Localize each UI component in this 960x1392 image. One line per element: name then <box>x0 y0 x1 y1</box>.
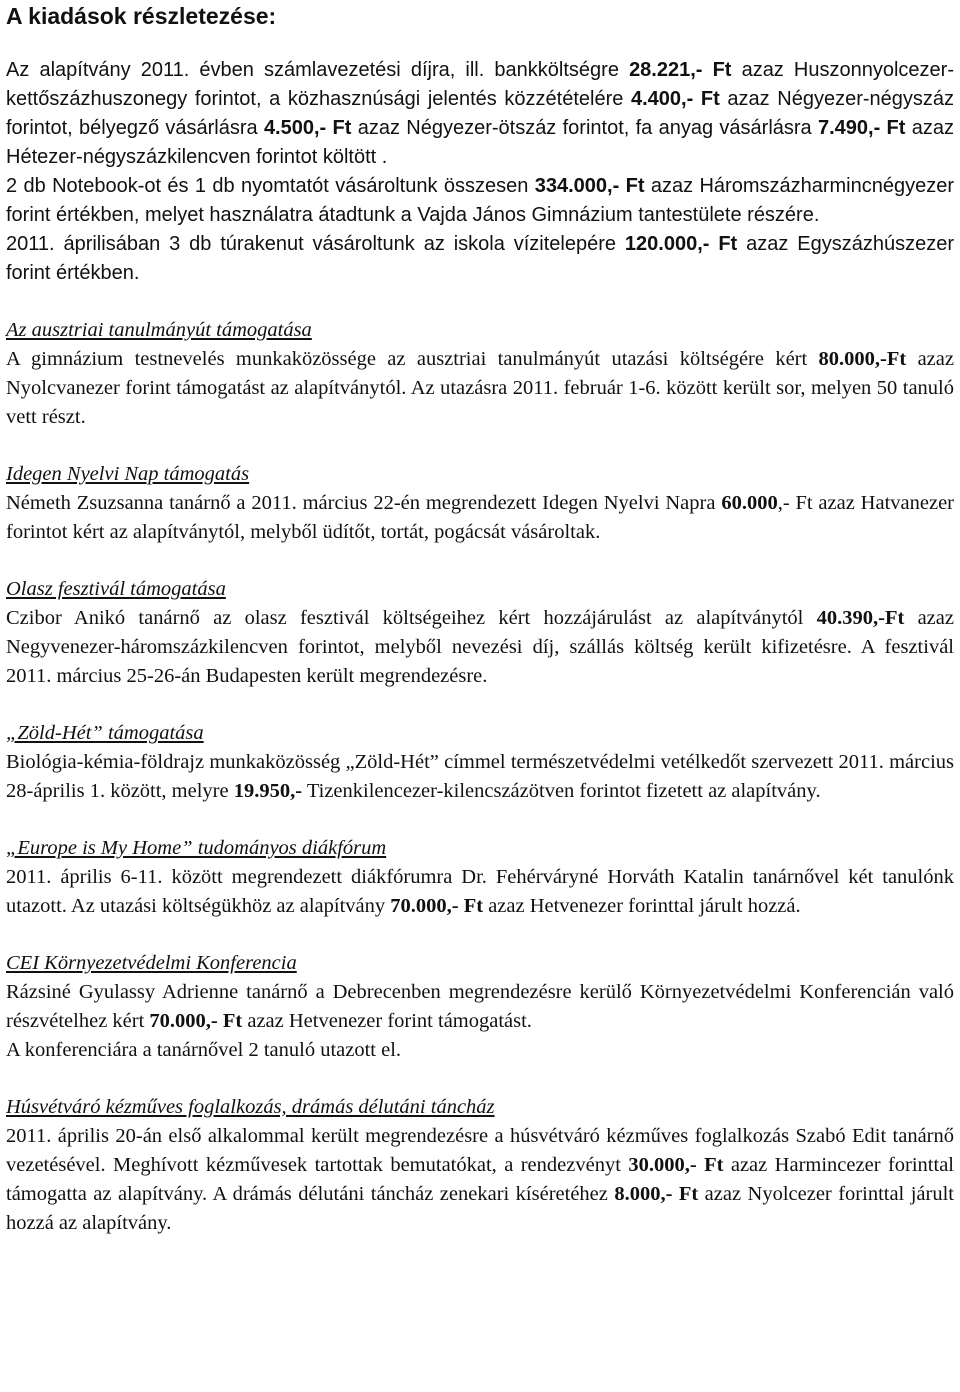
expense-section <box>6 460 954 547</box>
expense-section <box>6 575 954 691</box>
amount-value: 7.490,- Ft <box>817 117 906 139</box>
section-title: Az ausztriai tanulmányút támogatása <box>6 319 312 341</box>
amount-value: 4.400,- Ft <box>630 88 720 110</box>
section-title: Húsvétváró kézműves foglalkozás, drámás délutáni táncház <box>6 1096 495 1118</box>
intro-paragraph: Az alapítvány 2011. évben számlavezetési díjra, ill. bankköltségre 28.221,- Ft azaz Huszonnyolcezer-kettőszázhuszonegy forintot, a közhasznúsági jelentés közzétételére 4.400,- Ft azaz Négyezer-négyszáz forintot, bélyegző vásárlásra 4.500,- Ft azaz Négyezer-ötszáz forintot, fa anyag vásárlásra 7.490,- Ft azaz Hétezer-négyszázkilencven forintot költött . <box>6 59 955 168</box>
section-title: „Europe is My Home” tudományos diákfórum <box>6 837 387 859</box>
section-paragraph: 2011. április 20-án első alkalommal került megrendezésre a húsvétváró kézműves foglalkozás Szabó Edit tanárnő vezetésével. Meghívott kézművesek tartottak bemutatókat, a rendezvényt 30.000,- Ft azaz Harmincezer forinttal támogatta az alapítvány. A drámás délutáni táncház zenekari kíséretéhez 8.000,- Ft azaz Nyolcezer forinttal járult hozzá az alapítvány. <box>6 1125 954 1234</box>
amount-value: 28.221,- Ft <box>629 59 732 81</box>
amount-value: 19.950,- <box>233 780 303 802</box>
section-paragraph: A gimnázium testnevelés munkaközössége az ausztriai tanulmányút utazási költségére kért 80.000,-Ft azaz Nyolcvanezer forint támogatást az alapítványtól. Az utazásra 2011. február 1-6. között került sor, melyen 50 tanuló vett részt. <box>6 348 954 428</box>
amount-value: 120.000,- Ft <box>624 233 738 255</box>
amount-value: 60.000 <box>721 492 778 514</box>
amount-value: 40.390,-Ft <box>816 607 905 629</box>
section-paragraph: A konferenciára a tanárnővel 2 tanuló utazott el. <box>6 1039 402 1061</box>
amount-value: 70.000,- Ft <box>149 1010 243 1032</box>
amount-value: 80.000,-Ft <box>818 348 907 370</box>
amount-value: 334.000,- Ft <box>534 175 645 197</box>
expense-section <box>6 1093 954 1238</box>
section-title: Olasz fesztivál támogatása <box>6 578 226 600</box>
amount-value: 70.000,- Ft <box>390 895 484 917</box>
section-title: Idegen Nyelvi Nap támogatás <box>6 463 250 485</box>
section-title: „Zöld-Hét” támogatása <box>6 722 204 744</box>
intro-paragraph: 2 db Notebook-ot és 1 db nyomtatót vásároltunk összesen 334.000,- Ft azaz Háromszázharmincnégyezer forint értékben, melyet használatra átadtunk a Vajda János Gimnázium tantestülete részére. <box>6 175 955 226</box>
section-paragraph: 2011. április 6-11. között megrendezett diákfórumra Dr. Fehérváryné Horváth Katalin tanárnővel két tanulónk utazott. Az utazási költségükhöz az alapítvány 70.000,- Ft azaz Hetvenezer forinttal járult hozzá. <box>6 866 954 917</box>
expense-section <box>6 316 954 432</box>
section-title: CEI Környezetvédelmi Konferencia <box>6 952 297 974</box>
amount-value: 4.500,- Ft <box>263 117 352 139</box>
page-title: A kiadások részletezése: <box>6 3 277 29</box>
amount-value: 8.000,- Ft <box>614 1183 699 1205</box>
expense-section <box>6 949 954 1065</box>
section-paragraph: Czibor Anikó tanárnő az olasz fesztivál költségeihez kért hozzájárulást az alapítványtól 40.390,-Ft azaz Negyvenezer-háromszázkilencven forintot, melyből nevezési díj, szállás költség került kifizetésre. A fesztivál 2011. március 25-26-án Budapesten került megrendezésre. <box>6 607 954 687</box>
expense-section <box>6 719 954 806</box>
section-paragraph: Németh Zsuzsanna tanárnő a 2011. március 22-én megrendezett Idegen Nyelvi Napra 60.000,- Ft azaz Hatvanezer forintot kért az alapítványtól, melyből üdítőt, tortát, pogácsát vásároltak. <box>6 492 954 543</box>
intro-block <box>6 56 954 288</box>
sections <box>6 316 954 1238</box>
amount-value: 30.000,- Ft <box>628 1154 724 1176</box>
intro-paragraph: 2011. áprilisában 3 db túrakenut vásároltunk az iskola vízitelepére 120.000,- Ft azaz Egyszázhúszezer forint értékben. <box>6 233 954 284</box>
section-paragraph: Biológia-kémia-földrajz munkaközösség „Zöld-Hét” címmel természetvédelmi vetélkedőt szervezett 2011. március 28-április 1. között, melyre 19.950,- Tizenkilencezer-kilencszázötven forintot fizetett az alapítvány. <box>6 751 954 802</box>
section-paragraph: Rázsiné Gyulassy Adrienne tanárnő a Debrecenben megrendezésre kerülő Környezetvédelmi Konferencián való részvételhez kért 70.000,- Ft azaz Hetvenezer forint támogatást. <box>6 981 954 1032</box>
expense-section <box>6 834 954 921</box>
